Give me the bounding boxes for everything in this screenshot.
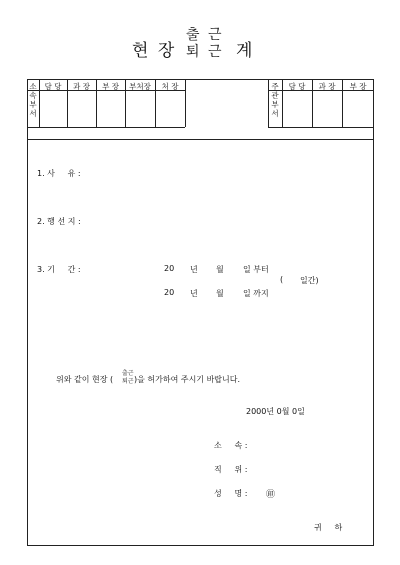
from-day-suffix: 일 부터 — [243, 265, 269, 274]
request-suffix: )을 허가하여 주시기 바랍니다. — [134, 375, 241, 384]
to-year-prefix: 20 — [164, 288, 175, 297]
period-label: 3. 기 간 : — [37, 265, 81, 274]
from-year-unit: 년 — [190, 265, 198, 274]
left-header-2: 과 장 — [73, 82, 90, 91]
approval-divider — [27, 139, 374, 140]
right-header-2: 과 장 — [318, 82, 336, 91]
title-right: 계 — [236, 41, 255, 61]
destination-label: 2. 행 선 지 : — [37, 217, 81, 226]
to-month-unit: 월 — [216, 289, 224, 298]
name-label: 성 명 : — [214, 489, 248, 498]
left-header-4: 부처장 — [129, 82, 151, 91]
seal-icon: ㊞ — [266, 490, 276, 500]
right-dept-label: 주관부서 — [271, 82, 279, 118]
title-left: 현 장 — [132, 41, 177, 61]
right-header-3: 부 장 — [349, 82, 367, 91]
from-month-unit: 월 — [216, 265, 224, 274]
title-bottom: 퇴 근 — [186, 44, 224, 60]
left-header-1: 담 당 — [44, 82, 62, 91]
left-dept-label: 소속부서 — [29, 82, 37, 118]
position-label: 직 위 : — [214, 465, 248, 474]
request-prefix: 위와 같이 현장 ( — [56, 375, 114, 384]
to-day-suffix: 일 까지 — [243, 289, 269, 298]
recipient: 귀 하 — [314, 523, 343, 532]
request-bottom: 퇴근 — [122, 378, 134, 385]
to-year-unit: 년 — [190, 289, 198, 298]
document-frame — [27, 79, 374, 546]
title-top: 출 근 — [186, 27, 224, 43]
reason-label: 1. 사 유 : — [37, 169, 81, 178]
from-year-prefix: 20 — [164, 264, 175, 273]
right-header-1: 담 당 — [288, 82, 306, 91]
left-header-5: 처 장 — [161, 82, 179, 91]
request-top: 출근 — [122, 370, 134, 377]
date-line: 2000년 0월 0일 — [246, 407, 305, 416]
days-open: ( — [280, 275, 284, 284]
left-header-3: 부 장 — [102, 82, 119, 91]
affiliation-label: 소 속 : — [214, 441, 248, 450]
days-close: 일간) — [300, 276, 319, 285]
